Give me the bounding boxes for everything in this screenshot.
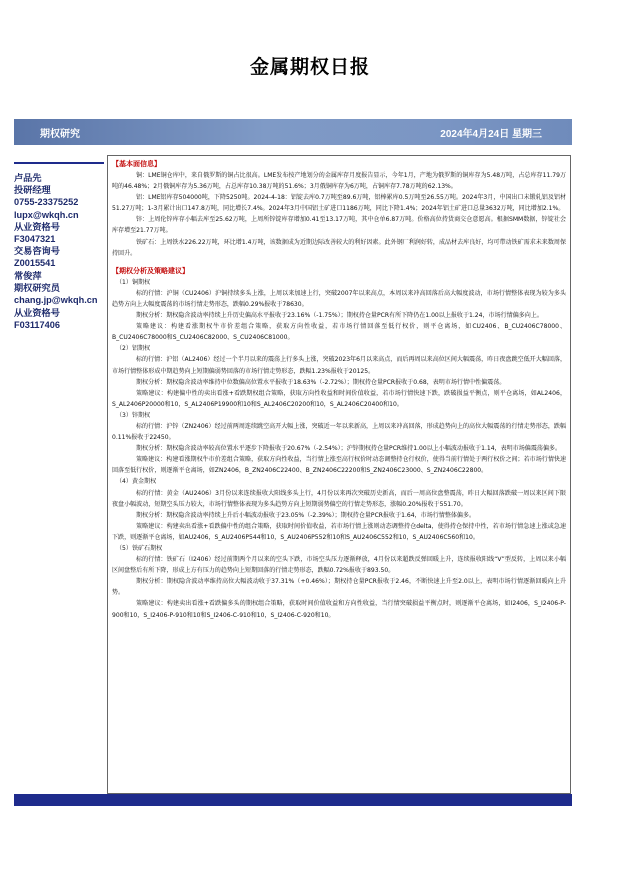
analyst-email[interactable]: lupx@wkqh.cn — [14, 209, 79, 220]
strategy-paragraph: 标的行情：沪铜（CU2406）沪铜持续多头上涨，上周以来加速上行，突破2007年以来高点，本周以来冲高回落后高大幅度波动，市场行情整体表现为较为多头趋势方向上大幅度震荡的市场行情走势形态，跌幅0.29%报收于78630。 — [112, 289, 566, 308]
qualification-number: F3047321 — [14, 234, 56, 245]
basic-paragraph: 铜：LME铜仓库中，来自俄罗斯的铜占比很高。LME发布按产地划分的金属库存月度报告显示，今年1月，产地为俄罗斯的铜库存为5.48万吨，占总库存11.79万吨的46.48%；2月俄铜库存为5.36万吨，占总库存10.38万吨的51.6%；3月俄铜库存为6万吨，占铜库存7.78万吨的62.13%。 — [112, 172, 566, 191]
analyst-card — [14, 270, 104, 331]
analyst-name: 常俊萍 — [14, 271, 42, 281]
footer-bar — [14, 794, 572, 806]
strategy-paragraph: 策略建议：构建看涨期权牛市价差组合策略，获取方向性收益，若市场行情回落至低行权价，则平仓离场，如CU2406、B_CU2406C78000、B_CU2406C78000和S_CU2406C82000、S_CU2406C81000。 — [112, 323, 566, 342]
strategy-paragraph: 期权分析：期权隐含波动率维持中位数偏高位置水平报收于18.63%（-2.72%）；期权持仓量PCR报收于0.68，表明市场行情中性偏震荡。 — [136, 378, 506, 386]
analyst-phone: 0755-23375252 — [14, 197, 79, 208]
analyst-email[interactable]: chang.jp@wkqh.cn — [14, 295, 98, 306]
qualification-label: 从业资格号 — [14, 307, 60, 318]
analyst-sidebar — [14, 158, 104, 794]
basic-section-heading: 【基本面信息】 — [112, 160, 161, 168]
strategy-paragraph: 策略建议：构建卖出看涨+看跌偏中性的组合策略，获取时间价值收益，若市场行情上涨则动态调整持仓delta，使得持仓保持中性，若市场行情急速上涨或急速下跌，则逐渐平仓离场，如AU2406，S_AU2406P544和10，S_AU2406P552和10和S_AU2406C552和10，S_AU2406C560和10。 — [112, 522, 566, 541]
option-subheading: （5）铁矿石期权 — [116, 545, 163, 552]
option-subheading: （3）锌期权 — [116, 411, 151, 419]
report-title: 金属期权日报 — [249, 56, 370, 78]
strategy-section-heading: 【期权分析及策略建议】 — [112, 266, 189, 275]
strategy-paragraph: 标的行情：铁矿石（I2406）经过前期两个月以来的空头下跌，市场空头压力逐渐释放，4月份以来超跌反弹回暖上升，连续报收阳线“V”型反转，上周以来小幅区间盘整后有所下降，形成上方有压力的趋势向上短期回落的行情走势形态，跌幅0.72%报收于893.50。 — [112, 556, 566, 575]
option-subheading: （1）铜期权 — [116, 278, 151, 286]
strategy-paragraph: 期权分析：期权隐含波动率持续上升后小幅波动报收于23.05%（-2.39%）；期权持仓量PCR报收于1.64，市场行情整体偏多。 — [136, 511, 476, 519]
strategy-paragraph: 标的行情：黄金（AU2406）3月份以来连续报收大阳线多头上行，4月份以来再次突破历史新高，而后一周高位盘整震荡，昨日大幅回落跌破一周以来区间下限夜盘小幅波动，短期空头压力较大，市场行情整体表现为多头趋势方向上短期弱势偏空的行情走势形态，涨幅0.20%报收于551.70。 — [112, 489, 566, 508]
strategy-paragraph: 策略建议：构建看涨期权牛市价差组合策略，获取方向性收益，当行情上涨至高行权价时动态调整持仓行权价，使得当前行情处于两行权价之间；若市场行情快速回落至低行权价，则逐渐平仓离场，如ZN2406，B_ZN2406C22400、B_ZN2406C22200和S_ZN2406C23000、S_ZN2406C22800。 — [112, 456, 566, 475]
consult-number: Z0015541 — [14, 258, 56, 269]
strategy-list — [112, 277, 566, 621]
qualification-number: F03117406 — [14, 319, 60, 330]
strategy-paragraph: 标的行情：沪锌（ZN2406）经过前两周连续跳空高开大幅上涨，突破近一年以来新高，上周以来冲高回落，形成趋势向上的高位大幅震荡的行情走势形态，跌幅0.11%报收于22450。 — [112, 422, 566, 442]
analyst-card — [14, 172, 104, 270]
analyst-role: 投研经理 — [14, 185, 51, 196]
strategy-paragraph: 期权分析：期权隐含波动率维持高位大幅波动收于37.31%（+0.46%）；期权持仓量PCR报收于2.46，不断快速上升至2.0以上，表明市场行情逐渐回暖向上升势。 — [112, 578, 566, 597]
basic-paragraph: 锌：上周伦锌库存小幅去库至25.62万吨，上周所锌锭库存增加0.41至13.17万吨，其中仓单6.87万吨。价格高位持货商交仓意愿高。根据SMM数据，锌锭社会库存增至21.77万吨。 — [112, 216, 566, 235]
basic-paragraph: 铁矿石：上周铁水226.22万吨，环比增1.4万吨，该数据成为近期边际改善较大的利好因素。此外钢厂利润好转，成品材去库良好，均可带动铁矿需求未来数周保持回升。 — [112, 238, 566, 257]
header-band — [14, 119, 572, 145]
consult-label: 交易咨询号 — [14, 246, 60, 257]
sidebar-divider — [14, 162, 104, 164]
option-subheading: （2）铝期权 — [116, 345, 151, 353]
strategy-paragraph: 策略建议：构建偏中性的卖出看涨+看跌期权组合策略，获取方向性收益和时间价值收益，若市场行情快速下跌，跌破损益平衡点，则平仓离场，如AL2406，S_AL2406P20000和10，S_AL2406P19900和10和S_AL2406C20200和10，S_AL2406C20400和10。 — [112, 389, 566, 408]
strategy-paragraph: 标的行情：沪铝（AL2406）经过一个半月以来的震荡上行多头上涨，突破2023年6月以来高点，而后再周以来高位区间大幅震荡，昨日夜盘跳空低开大幅回落，市场行情整体形成中期趋势向上短期偏弱势回落的市场行情走势形态，跌幅1.23%报收于20125。 — [112, 356, 566, 375]
strategy-paragraph: 策略建议：构建卖出看涨+看跌偏多头的期权组合策略，获取时间价值收益和方向性收益，当行情突破损益平衡点时，则逐渐平仓离场，如I2406，S_I2406-P-900和10，S_I2406-P-910和10和S_I2406-C-910和10，S_I2406-C-920和10。 — [112, 600, 566, 619]
analyst-role: 期权研究员 — [14, 283, 60, 294]
basic-paragraph: 铝：LME铝库存504000吨，下降5250吨。2024-4-18：铝锭去库0.7万吨至89.6万吨，铝棒累库0.5万吨至26.55万吨。2024年3月，中国出口未锻轧铝及铝材51.27万吨；1-3月累计出口147.8万吨，同比增长7.4%。2024年3月中国铝土矿进口1186万吨，同比下降1.4%；2024年铝土矿进口总量3632万吨，同比增加2.1%。 — [112, 194, 566, 213]
option-subheading: （4）黄金期权 — [116, 478, 157, 486]
qualification-label: 从业资格号 — [14, 221, 60, 232]
analyst-name: 卢品先 — [14, 173, 42, 183]
report-date: 2024年4月24日 星期三 — [440, 128, 542, 140]
section-label: 期权研究 — [40, 128, 80, 140]
strategy-paragraph: 期权分析：期权隐含波动率持续上升历史偏高水平报收于23.16%（-1.75%）；期权持仓量PCR有所下降仍在1.00以上报收于1.24，市场行情偏多向上。 — [136, 312, 543, 320]
report-body — [107, 155, 571, 794]
strategy-paragraph: 期权分析：期权隐含波动率较高位置水平逐步下降报收于20.67%（-2.54%）；沪锌期权持仓量PCR维持1.00以上小幅波动报收于1.14，表明市场偏震荡偏多。 — [136, 445, 562, 453]
